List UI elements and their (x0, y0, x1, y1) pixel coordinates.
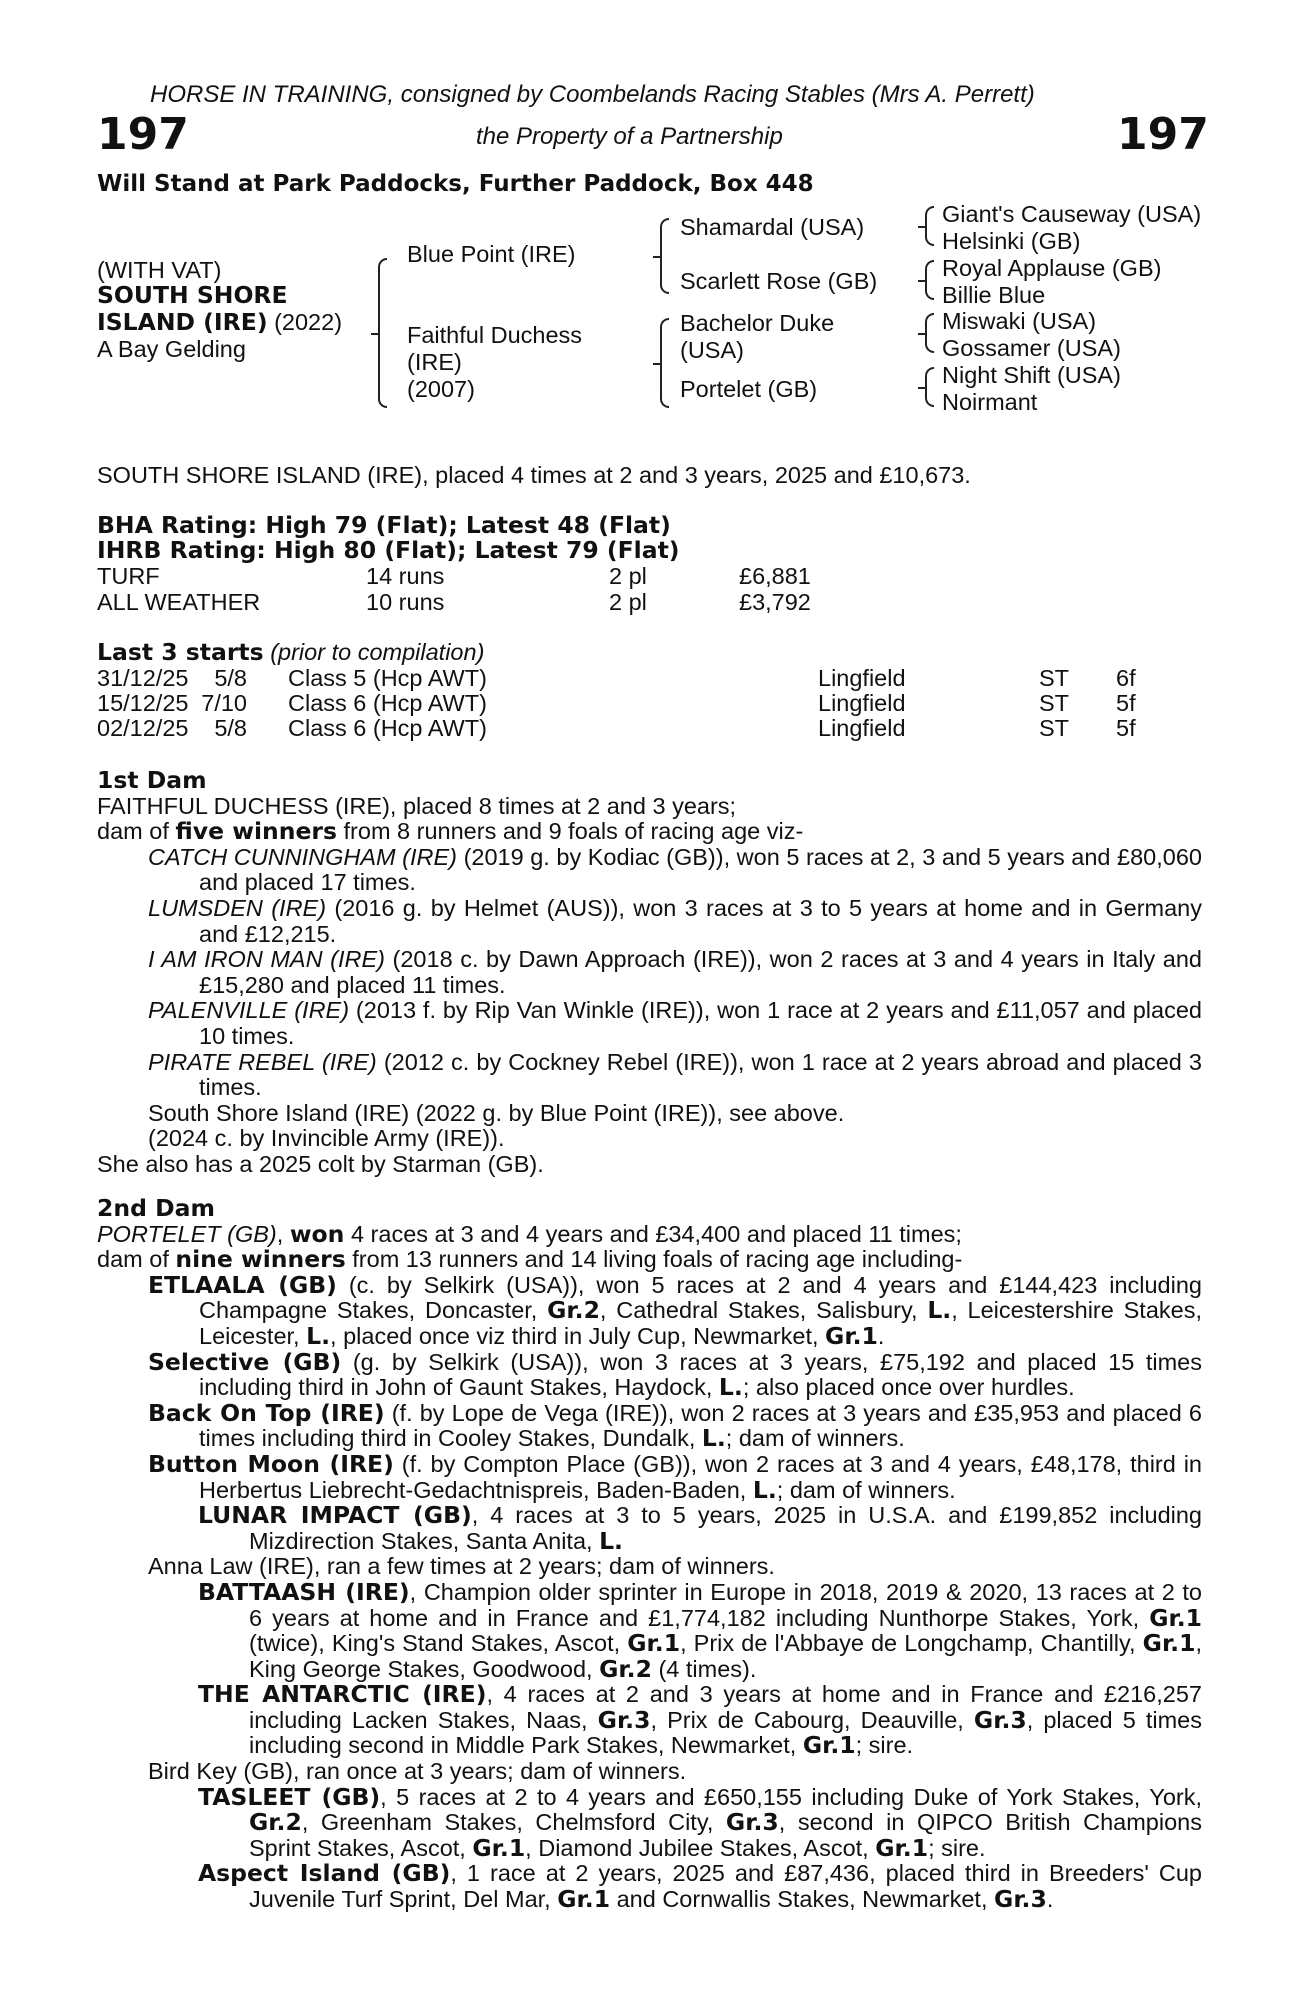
text: , Cathedral Stakes, Salisbury, (599, 1297, 928, 1324)
horse-year: (2022) (274, 309, 343, 335)
sire: Blue Point (IRE) (407, 241, 576, 267)
produce-entry (148, 947, 1202, 998)
grandsire-3: Royal Applause (GB) (942, 255, 1162, 281)
text: (f. by Compton Place (GB)), won 2 races at 3 and 4 years, £48,178, third in Herbertus Liebrecht-Gedachtnispreis, Baden-Baden, (199, 1450, 1202, 1503)
horse-summary: SOUTH SHORE ISLAND (IRE), placed 4 times at 2 and 3 years, 2025 and £10,673. (97, 462, 971, 488)
text: , (276, 1220, 290, 1247)
second-dam-line2 (97, 1247, 1202, 1273)
placed: 2 pl (609, 563, 647, 589)
first-dam-heading: 1st Dam (97, 766, 207, 794)
start-distance: 5f (1116, 690, 1136, 716)
start-going: ST (1039, 715, 1070, 741)
text: (c. by Selkirk (USA)), won 5 races at 2 and 4 years and £144,423 including Champagne Stakes, Doncaster, (199, 1271, 1202, 1324)
start-date: 15/12/25 (97, 690, 189, 716)
produce-name: TASLEET (GB) (198, 1782, 381, 1811)
lot-number-right: 197 (1117, 109, 1209, 160)
produce-entry: Anna Law (IRE), ran a few times at 2 years; dam of winners. (148, 1553, 775, 1580)
text: , 1 race at 2 years, 2025 and £87,436, placed third in Breeders' Cup Juvenile Turf Sprint, Del Mar, (249, 1860, 1202, 1913)
produce-name: Button Moon (IRE) (148, 1449, 394, 1478)
grandsire-2: Helsinki (GB) (942, 228, 1081, 254)
text: , Prix de Cabourg, Deauville, (650, 1706, 974, 1733)
vat-note: (WITH VAT) (97, 257, 222, 283)
produce-note: She also has a 2025 colt by Starman (GB). (97, 1150, 544, 1177)
text: , Champion older sprinter in Europe in 2018, 2019 & 2020, 13 races at 2 to 6 years at home and in France and £1,774,182 including Nunthorpe Stakes, York, (249, 1578, 1202, 1631)
first-dam-line1: FAITHFUL DUCHESS (IRE), placed 8 times at 2 and 3 years; (97, 792, 737, 819)
surface: TURF (97, 563, 160, 589)
text: ; dam of winners. (776, 1476, 956, 1503)
dam-line2: (IRE) (407, 349, 462, 375)
start-distance: 6f (1116, 665, 1136, 691)
pedigree-brace-7 (925, 367, 934, 407)
grade: L. (718, 1373, 743, 1402)
grade: Gr.1 (627, 1629, 681, 1658)
winners-count: five winners (175, 817, 337, 846)
winners-count: nine winners (175, 1245, 346, 1274)
text: , placed 5 times including second in Middle Park Stakes, Newmarket, (249, 1706, 1202, 1759)
produce-name: THE ANTARCTIC (IRE) (198, 1680, 487, 1709)
produce-name: LUNAR IMPACT (GB) (198, 1501, 472, 1530)
grade: Gr.2 (547, 1296, 600, 1325)
grade: Gr.2 (599, 1654, 652, 1683)
text: , King George Stakes, Goodwood, (249, 1630, 1202, 1682)
start-position: 5/8 (214, 715, 247, 741)
produce-name: Selective (GB) (148, 1347, 342, 1376)
dam-dam: Portelet (GB) (680, 376, 818, 402)
produce-entry: South Shore Island (IRE) (2022 g. by Blue Point (IRE)), see above. (148, 1099, 845, 1126)
text: , placed once viz third in July Cup, Newmarket, (330, 1322, 826, 1349)
text: , Diamond Jubilee Stakes, Ascot, (525, 1834, 876, 1861)
grandsire-5: Miswaki (USA) (942, 308, 1097, 334)
pedigree-brace-3 (660, 318, 669, 408)
sire-dam: Scarlett Rose (GB) (680, 268, 878, 294)
pedigree-brace-6 (925, 313, 934, 353)
produce-details: (2016 g. by Helmet (AUS)), won 3 races at 3 to 5 years at home and in Germany and £12,215. (199, 894, 1203, 947)
runs: 14 runs (366, 563, 445, 589)
second-dam-heading: 2nd Dam (97, 1194, 215, 1222)
property-line: the Property of a Partnership (476, 123, 783, 150)
grade: Gr.3 (994, 1885, 1047, 1914)
produce-entry (198, 1861, 1202, 1912)
horse-name-line1: SOUTH SHORE (97, 281, 288, 309)
text: , 5 races at 2 to 4 years and £650,155 including Duke of York Stakes, York, (380, 1783, 1202, 1810)
text: from 8 runners and 9 foals of racing age viz- (336, 818, 804, 845)
produce-entry (148, 1050, 1202, 1101)
produce-entry (198, 1682, 1202, 1759)
location-line: Will Stand at Park Paddocks, Further Paddock, Box 448 (97, 171, 814, 197)
produce-entry (148, 1398, 1203, 1453)
produce-name: PIRATE REBEL (IRE) (148, 1048, 377, 1075)
sire-sire: Shamardal (USA) (680, 214, 865, 240)
text: , 4 races at 2 and 3 years at home and in France and £216,257 including Lacken Stakes, Naas, (249, 1681, 1202, 1733)
start-course: Lingfield (818, 690, 906, 716)
start-distance: 5f (1116, 715, 1136, 741)
text: (4 times). (651, 1655, 757, 1682)
produce-entry (198, 1782, 1202, 1862)
grade: Gr.1 (875, 1833, 929, 1862)
start-date: 02/12/25 (97, 715, 189, 741)
grade: Gr.2 (249, 1808, 302, 1837)
produce-details: (2012 c. by Cockney Rebel (IRE)), won 1 race at 2 years abroad and placed 3 times. (199, 1048, 1202, 1101)
second-dam-line1 (97, 1219, 1202, 1248)
start-going: ST (1039, 665, 1070, 691)
text: . (1046, 1886, 1054, 1913)
text: ; dam of winners. (725, 1425, 905, 1452)
text: (twice), King's Stand Stakes, Ascot, (249, 1630, 628, 1657)
produce-details: (2019 g. by Kodiac (GB)), won 5 races at 2, 3 and 5 years and £80,060 and placed 17 times. (199, 843, 1202, 896)
prize: £6,881 (739, 563, 811, 589)
surface: ALL WEATHER (97, 589, 261, 615)
produce-entry (148, 998, 1202, 1049)
placed: 2 pl (609, 589, 647, 615)
grade: Gr.3 (725, 1808, 779, 1837)
produce-entry (148, 1347, 1202, 1402)
dam-sire-line2: (USA) (680, 337, 744, 363)
produce-name: ETLAALA (GB) (148, 1270, 337, 1299)
start-course: Lingfield (818, 715, 906, 741)
start-race: Class 5 (Hcp AWT) (288, 665, 487, 691)
grade: Gr.1 (802, 1731, 856, 1760)
produce-entry: Bird Key (GB), ran once at 3 years; dam of winners. (148, 1758, 687, 1785)
grandsire-6: Gossamer (USA) (942, 335, 1121, 361)
grade: Gr.1 (825, 1321, 878, 1350)
horse-description: A Bay Gelding (97, 336, 246, 362)
second-dam-name: PORTELET (GB) (97, 1220, 277, 1247)
produce-entry: (2024 c. by Invincible Army (IRE)). (148, 1125, 505, 1152)
consignment-line: HORSE IN TRAINING, consigned by Coombelands Racing Stables (Mrs A. Perrett) (150, 81, 1035, 108)
text: , second in QIPCO British Champions Sprint Stakes, Ascot, (249, 1809, 1202, 1861)
text: from 13 runners and 14 living foals of racing age including- (345, 1246, 963, 1273)
pedigree-brace-2 (660, 218, 669, 294)
last-starts-note: (prior to compilation) (270, 639, 485, 665)
produce-name: PALENVILLE (IRE) (148, 997, 350, 1024)
text: , Prix de l'Abbaye de Longchamp, Chantilly, (680, 1630, 1143, 1657)
grade: Gr.3 (973, 1705, 1027, 1734)
dam-sire-line1: Bachelor Duke (680, 310, 835, 336)
pedigree-brace-5 (925, 260, 934, 300)
produce-name: Aspect Island (GB) (198, 1859, 451, 1888)
start-going: ST (1039, 690, 1070, 716)
text: ; also placed once over hurdles. (742, 1374, 1075, 1401)
grade: L. (599, 1526, 623, 1555)
grandsire-7: Night Shift (USA) (942, 362, 1121, 388)
start-race: Class 6 (Hcp AWT) (288, 690, 487, 716)
text: , Greenham Stakes, Chelmsford City, (301, 1809, 726, 1836)
text: ; sire. (855, 1732, 914, 1759)
bha-rating: BHA Rating: High 79 (Flat); Latest 48 (Flat) (97, 511, 671, 539)
grade: Gr.1 (1149, 1603, 1202, 1632)
last-starts-title: Last 3 starts (97, 638, 264, 666)
produce-details: (2018 c. by Dawn Approach (IRE)), won 2 races at 3 and 4 years in Italy and £15,280 and placed 11 times. (199, 946, 1202, 998)
second-dam-section (97, 1196, 1202, 1913)
produce-entry (198, 1503, 1202, 1554)
text: (g. by Selkirk (USA)), won 3 races at 3 years, £75,192 and placed 15 times including third in John of Gaunt Stakes, Haydock, (199, 1348, 1202, 1401)
text: and Cornwallis Stakes, Newmarket, (610, 1886, 995, 1913)
grade: L. (306, 1321, 331, 1350)
text: 4 races at 3 and 4 years and £34,400 and placed 11 times; (344, 1220, 962, 1247)
text: dam of (97, 1246, 176, 1273)
lot-number-left: 197 (97, 109, 189, 160)
grandsire-4: Billie Blue (942, 282, 1046, 308)
pedigree-brace-1 (378, 258, 387, 408)
grade: L. (752, 1475, 777, 1504)
produce-name: LUMSDEN (IRE) (148, 894, 327, 921)
text: , Leicestershire Stakes, Leicester, (199, 1297, 1202, 1349)
produce-entry (148, 896, 1202, 947)
produce-name: Back On Top (IRE) (148, 1398, 385, 1427)
text: dam of (97, 818, 176, 845)
produce-name: I AM IRON MAN (IRE) (148, 946, 385, 973)
text: . (877, 1322, 885, 1349)
start-date: 31/12/25 (97, 665, 189, 691)
produce-name: BATTAASH (IRE) (198, 1577, 410, 1606)
runs: 10 runs (366, 589, 445, 615)
produce-entry (148, 1449, 1202, 1504)
prize: £3,792 (739, 589, 811, 615)
text: , 4 races at 3 to 5 years, 2025 in U.S.A. and £199,852 including Mizdirection Stakes, Santa Anita, (249, 1502, 1203, 1554)
grade: L. (927, 1296, 952, 1325)
grade: Gr.1 (1142, 1629, 1196, 1658)
start-course: Lingfield (818, 665, 906, 691)
grade: Gr.1 (472, 1833, 526, 1862)
grandsire-1: Giant's Causeway (USA) (942, 201, 1202, 227)
text: won (289, 1219, 345, 1248)
produce-details: (2013 f. by Rip Van Winkle (IRE)), won 1 race at 2 years and £11,057 and placed 10 times. (199, 997, 1202, 1049)
horse-name-line2-text: ISLAND (IRE) (97, 308, 268, 336)
produce-entry (148, 1270, 1202, 1350)
dam-line1: Faithful Duchess (407, 322, 583, 348)
start-position: 7/10 (201, 690, 247, 716)
produce-name: CATCH CUNNINGHAM (IRE) (148, 843, 458, 870)
dam-line3: (2007) (407, 376, 475, 402)
grade: Gr.1 (557, 1885, 611, 1914)
produce-entry (198, 1577, 1202, 1683)
start-race: Class 6 (Hcp AWT) (288, 715, 487, 741)
grade: Gr.3 (597, 1705, 651, 1734)
start-position: 5/8 (214, 665, 247, 691)
grade: L. (701, 1424, 726, 1453)
first-dam-line2 (97, 819, 1202, 845)
last-starts-heading (97, 640, 484, 666)
horse-name-line2 (97, 310, 342, 336)
text: ; sire. (928, 1834, 986, 1861)
text: (f. by Lope de Vega (IRE)), won 2 races at 3 years and £35,953 and placed 6 times including third in Cooley Stakes, Dundalk, (199, 1399, 1203, 1452)
first-dam-section (97, 768, 1202, 1178)
pedigree-brace-4 (925, 206, 934, 246)
ihrb-rating: IHRB Rating: High 80 (Flat); Latest 79 (Flat) (97, 536, 680, 564)
produce-entry (148, 845, 1202, 896)
grandsire-8: Noirmant (942, 389, 1038, 415)
